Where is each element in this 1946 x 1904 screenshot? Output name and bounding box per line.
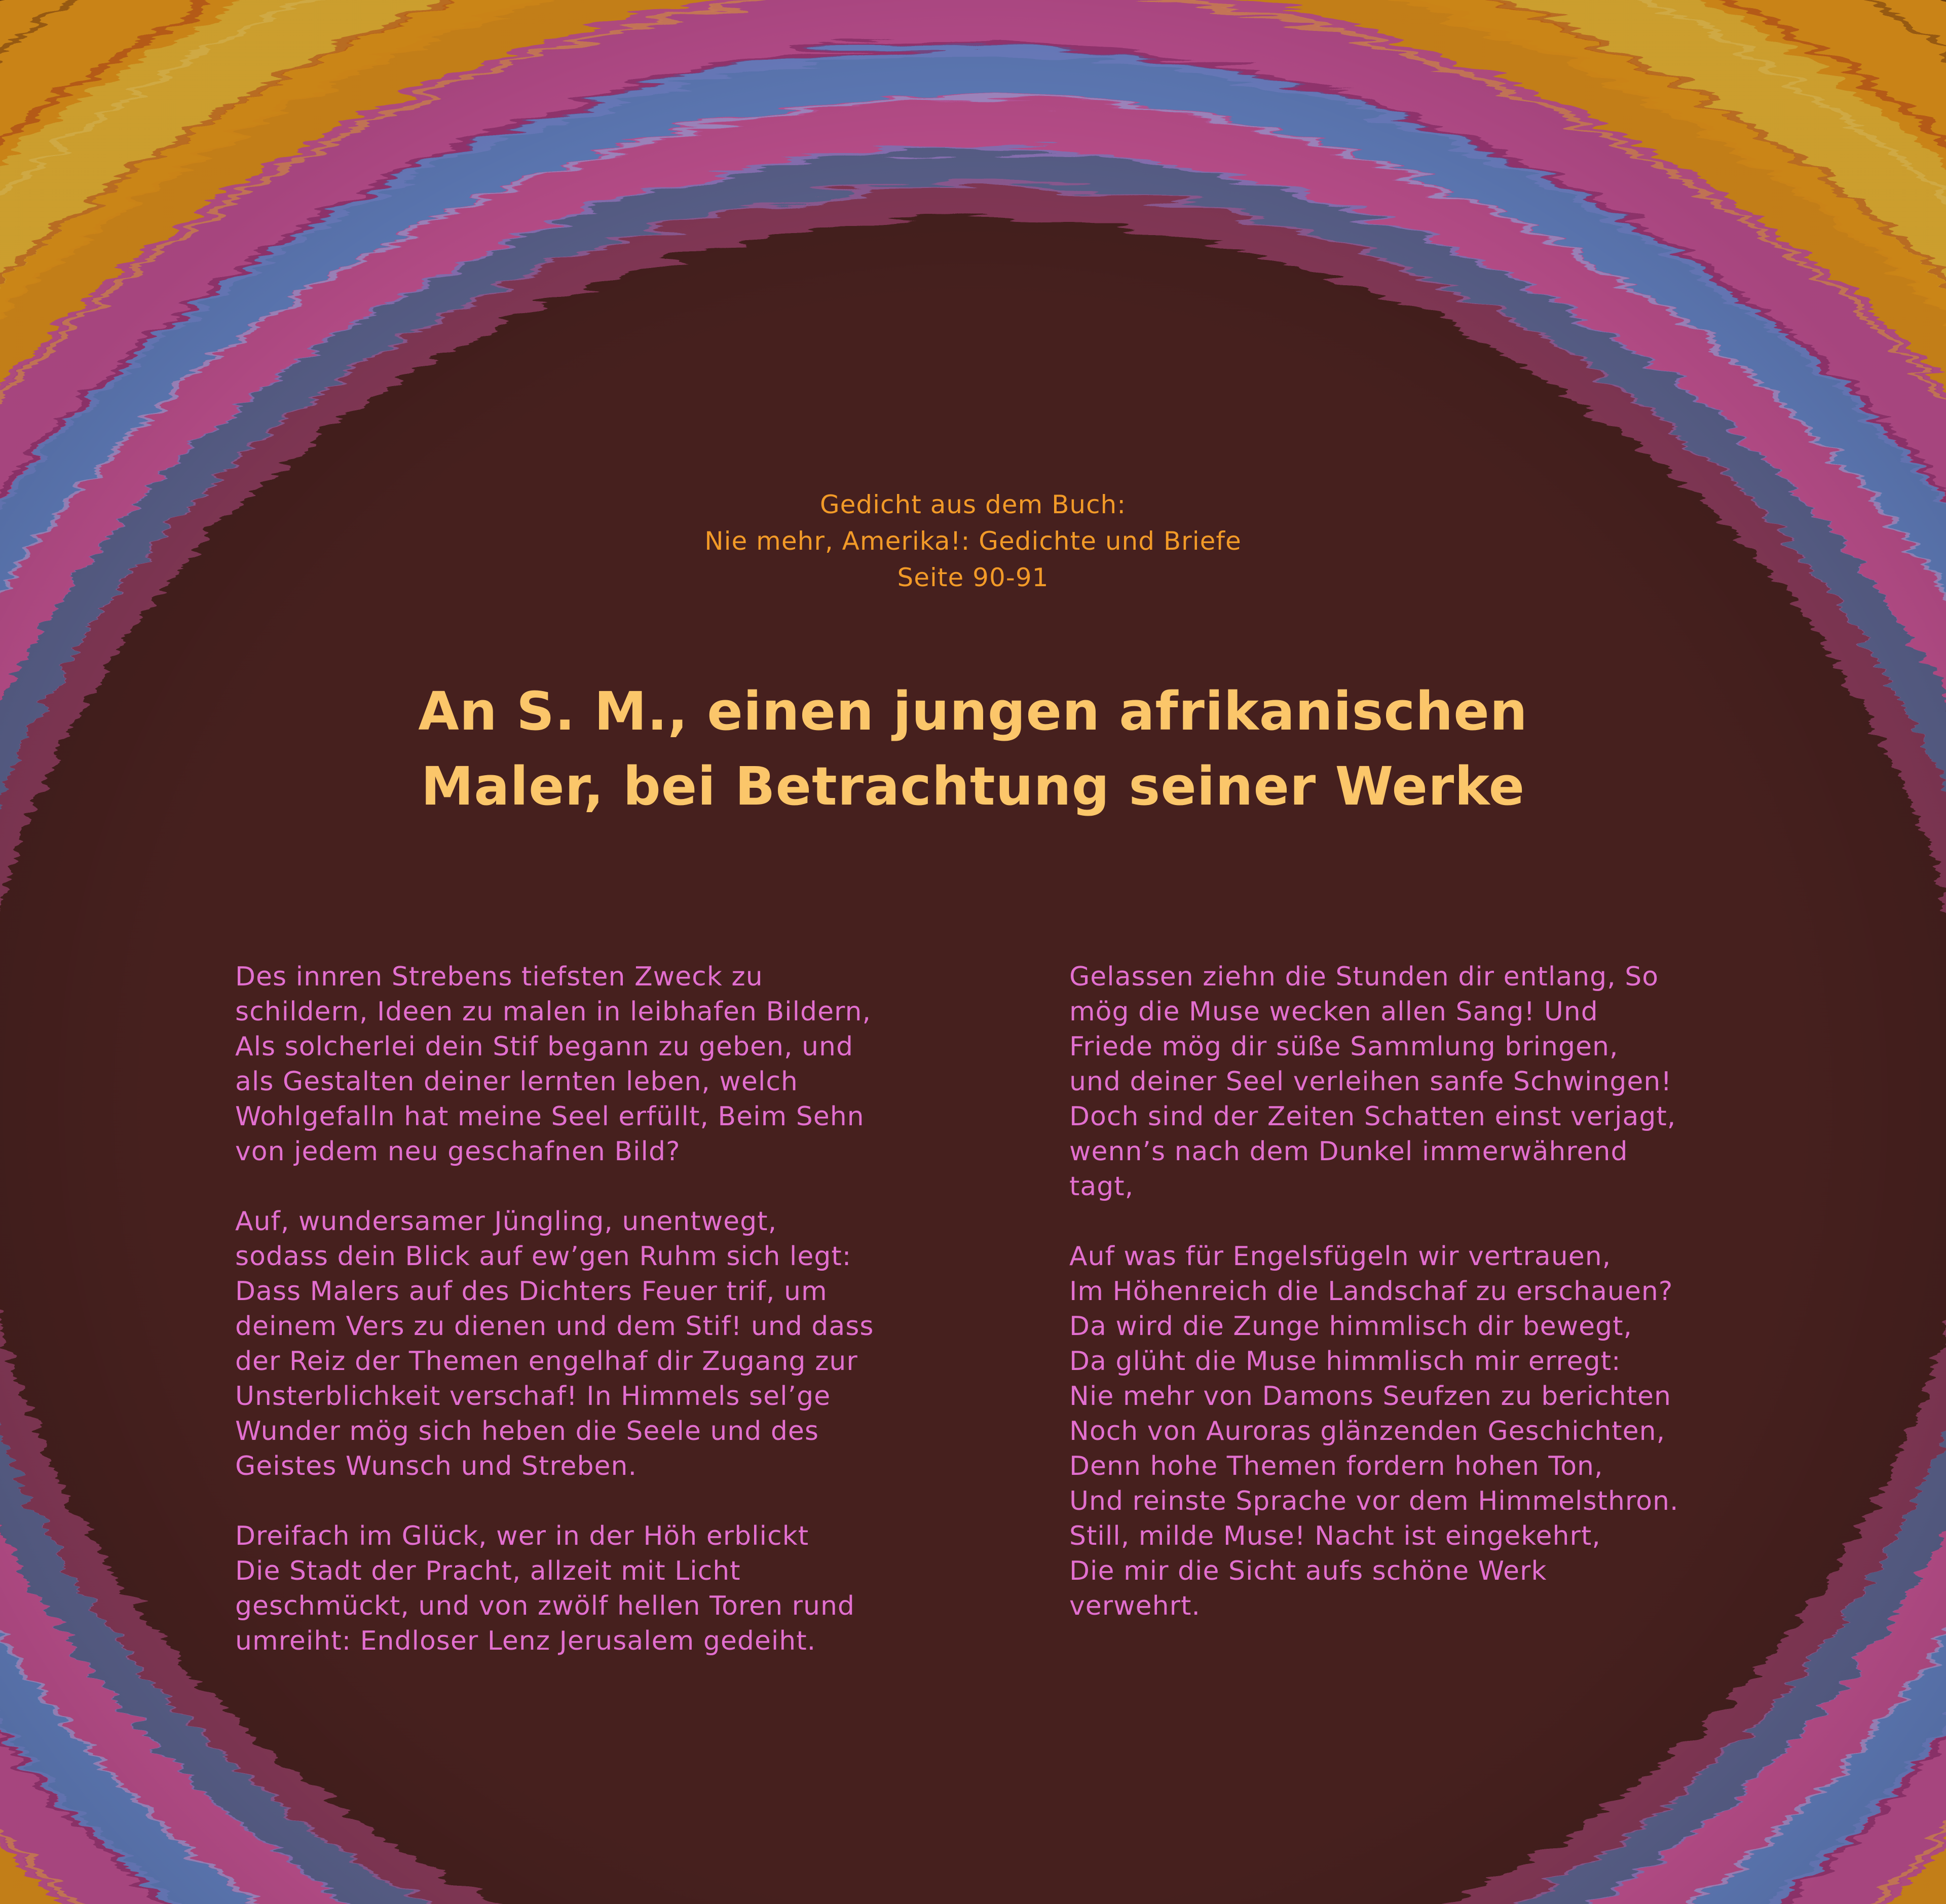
poem-line: Die mir die Sicht aufs schöne Werk: [1069, 1556, 1547, 1586]
poem-line: umreiht: Endloser Lenz Jerusalem gedeiht.: [235, 1626, 816, 1656]
title-line-1: An S. M., einen jungen afrikanischen: [418, 680, 1528, 742]
poem-line: Geistes Wunsch und Streben.: [235, 1451, 638, 1481]
poem-line: und deiner Seel verleihen sanfe Schwingen!: [1069, 1067, 1672, 1097]
source-line-2: Nie mehr, Amerika!: Gedichte und Briefe: [704, 526, 1242, 556]
poem-line: von jedem neu geschafnen Bild?: [235, 1136, 681, 1167]
poem-line: Auf, wundersamer Jüngling, unentwegt,: [235, 1206, 777, 1237]
poem-line: Die Stadt der Pracht, allzeit mit Licht: [235, 1556, 741, 1586]
poem-line: Des innren Strebens tiefsten Zweck zu: [235, 962, 763, 992]
poem-line: Wunder mög sich heben die Seele und des: [235, 1416, 819, 1446]
poem-stanza: [1069, 1239, 1789, 1624]
poem-line: verwehrt.: [1069, 1591, 1201, 1621]
poem-line: Da wird die Zunge himmlisch dir bewegt,: [1069, 1311, 1633, 1342]
poem-line: Als solcherlei dein Stif begann zu geben, und: [235, 1032, 853, 1062]
poem-line: mög die Muse wecken allen Sang! Und: [1069, 997, 1598, 1027]
poem-line: geschmückt, und von zwölf hellen Toren rund: [235, 1591, 855, 1621]
poem-line: Nie mehr von Damons Seufzen zu berichten: [1069, 1381, 1671, 1412]
poem-stanza: [1069, 960, 1789, 1204]
poem-column-right: [1069, 960, 1789, 1659]
poem-line: Doch sind der Zeiten Schatten einst verjagt,: [1069, 1101, 1676, 1132]
poem-line: Gelassen ziehn die Stunden dir entlang, So: [1069, 962, 1659, 992]
poem-line: Dass Malers auf des Dichters Feuer trif, um: [235, 1276, 828, 1307]
poem-line: Im Höhenreich die Landschaf zu erschauen?: [1069, 1276, 1673, 1307]
poem-title: [0, 674, 1946, 824]
poem-line: Unsterblichkeit verschaf! In Himmels sel’ge: [235, 1381, 831, 1412]
poem-line: als Gestalten deiner lernten leben, welch: [235, 1067, 798, 1097]
poem-line: deinem Vers zu dienen und dem Stif! und dass: [235, 1311, 874, 1342]
poem-line: tagt,: [1069, 1171, 1134, 1202]
poem-line: Dreifach im Glück, wer in der Höh erblickt: [235, 1521, 809, 1551]
poem-line: schildern, Ideen zu malen in leibhafen Bildern,: [235, 997, 872, 1027]
poem-line: Und reinste Sprache vor dem Himmelsthron.: [1069, 1486, 1679, 1516]
poem-line: Auf was für Engelsfügeln wir vertrauen,: [1069, 1241, 1612, 1272]
book-source-note: [0, 486, 1946, 596]
poem-stanza: [235, 960, 955, 1169]
poem-line: Still, milde Muse! Nacht ist eingekehrt,: [1069, 1521, 1601, 1551]
poem-line: sodass dein Blick auf ew’gen Ruhm sich legt:: [235, 1241, 852, 1272]
poem-line: Denn hohe Themen fordern hohen Ton,: [1069, 1451, 1603, 1481]
poem-line: Friede mög dir süße Sammlung bringen,: [1069, 1032, 1619, 1062]
source-line-1: Gedicht aus dem Buch:: [819, 490, 1127, 519]
title-line-2: Maler, bei Betrachtung seiner Werke: [421, 755, 1525, 817]
source-line-3: Seite 90-91: [897, 563, 1049, 592]
poem-line: der Reiz der Themen engelhaf dir Zugang zur: [235, 1346, 858, 1377]
poem-line: wenn’s nach dem Dunkel immerwährend: [1069, 1136, 1628, 1167]
poem-stanza: [235, 1519, 955, 1659]
poem-column-left: [235, 960, 955, 1694]
poem-line: Noch von Auroras glänzenden Geschichten,: [1069, 1416, 1666, 1446]
poem-line: Wohlgefalln hat meine Seel erfüllt, Beim Sehn: [235, 1101, 865, 1132]
poem-stanza: [235, 1204, 955, 1484]
poem-line: Da glüht die Muse himmlisch mir erregt:: [1069, 1346, 1621, 1377]
